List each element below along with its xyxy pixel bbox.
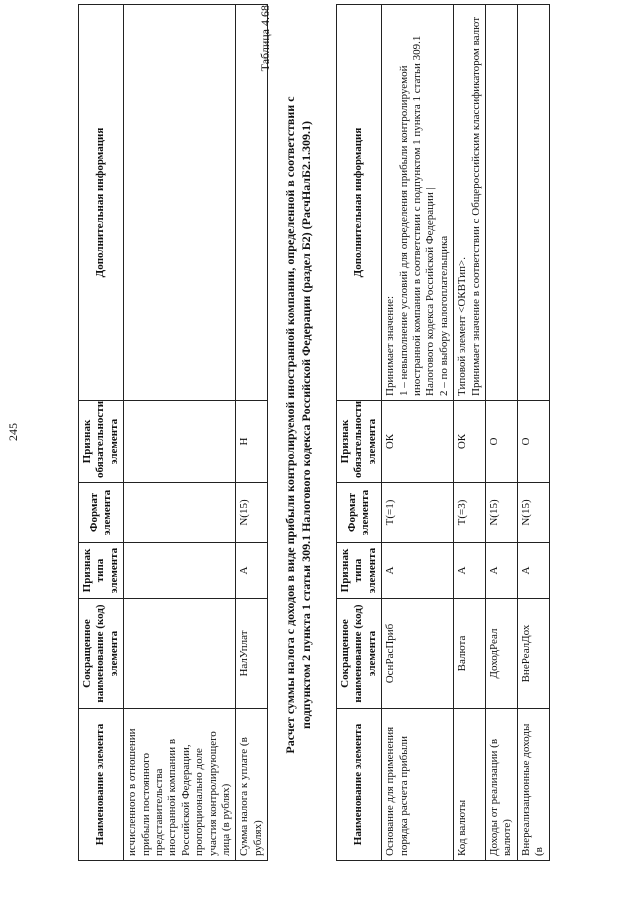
info-line: 2 – по выбору налогоплательщика bbox=[437, 235, 450, 396]
cell-required: ОК bbox=[382, 401, 454, 483]
cell-name: Сумма налога к уплате (в рублях) bbox=[236, 709, 268, 861]
cell-code: ДоходРеал bbox=[486, 599, 518, 709]
table-row bbox=[454, 5, 486, 861]
col-header-code: Сокращенное наименование (код) элемента bbox=[337, 599, 382, 709]
cell-name: Основание для применения порядка расчета прибыли bbox=[382, 709, 454, 861]
col-header-info: Дополнительная информация bbox=[337, 5, 382, 401]
col-header-required: Признак обязательности элемента bbox=[337, 401, 382, 483]
cell-name: Внереализационные доходы (в bbox=[517, 709, 549, 861]
cell-required: Н bbox=[236, 401, 268, 483]
cell-code: Валюта bbox=[454, 599, 486, 709]
table-header-row bbox=[337, 5, 382, 861]
info-line: Принимает значение: bbox=[384, 295, 397, 396]
cell-format: N(15) bbox=[236, 483, 268, 543]
table-row bbox=[382, 5, 454, 861]
cell-required: О bbox=[517, 401, 549, 483]
cell-code: ВнеРеалДох bbox=[517, 599, 549, 709]
table-header-row bbox=[79, 5, 124, 861]
col-header-name: Наименование элемента bbox=[337, 709, 382, 861]
cell-code: НалУплат bbox=[236, 599, 268, 709]
cell-name: Код валюты bbox=[454, 709, 486, 861]
col-header-type: Признак типа элемента bbox=[79, 543, 124, 599]
col-header-type: Признак типа элемента bbox=[337, 543, 382, 599]
table-title-line: подпунктом 2 пункта 1 статьи 309.1 Налогового кодекса Российской Федерации (раздел Б2) (РасчНалБ2.1.309.1) bbox=[298, 121, 313, 729]
cell-type: А bbox=[517, 543, 549, 599]
table-row bbox=[486, 5, 518, 861]
cell-info bbox=[382, 5, 454, 401]
cell-info bbox=[486, 5, 518, 401]
cell-format: N(15) bbox=[486, 483, 518, 543]
col-header-info: Дополнительная информация bbox=[79, 5, 124, 401]
info-line: Типовой элемент <ОКВТип>. bbox=[456, 256, 469, 396]
info-line: Принимает значение в соответствии с Общероссийским классификатором валют bbox=[469, 16, 482, 396]
cell-required bbox=[124, 401, 236, 483]
cell-type: А bbox=[486, 543, 518, 599]
cell-format: T(=1) bbox=[382, 483, 454, 543]
cell-required: ОК bbox=[454, 401, 486, 483]
col-header-code: Сокращенное наименование (код) элемента bbox=[79, 599, 124, 709]
cell-name: Доходы от реализации (в валюте) bbox=[486, 709, 518, 861]
cell-info bbox=[124, 5, 236, 401]
col-header-required: Признак обязательности элемента bbox=[79, 401, 124, 483]
cell-type: А bbox=[454, 543, 486, 599]
col-header-format: Формат элемента bbox=[79, 483, 124, 543]
table-title-line: Расчет суммы налога с доходов в виде прибыли контролируемой иностранной компании, определенной в соответствии с bbox=[283, 96, 297, 754]
table-continued bbox=[78, 4, 268, 861]
cell-code bbox=[124, 599, 236, 709]
col-header-format: Формат элемента bbox=[337, 483, 382, 543]
table-row bbox=[517, 5, 549, 861]
table-title bbox=[283, 5, 314, 845]
cell-info bbox=[454, 5, 486, 401]
table-row bbox=[236, 5, 268, 861]
cell-type bbox=[124, 543, 236, 599]
table-label: Таблица 4.68 bbox=[258, 5, 272, 72]
cell-type: А bbox=[236, 543, 268, 599]
cell-format: T(=3) bbox=[454, 483, 486, 543]
cell-format bbox=[124, 483, 236, 543]
table-row bbox=[124, 5, 236, 861]
cell-format: N(15) bbox=[517, 483, 549, 543]
col-header-name: Наименование элемента bbox=[79, 709, 124, 861]
cell-code: ОснРасПриб bbox=[382, 599, 454, 709]
info-line: 1 – невыполнение условий для определения прибыли контролируемой иностранной компании в соответствии с подпунктом 1 пункта 1 статьи 309.1 Налогового кодекса Российской Федерации | bbox=[397, 35, 437, 396]
cell-info bbox=[517, 5, 549, 401]
page-number: 245 bbox=[6, 423, 20, 441]
table-4-68 bbox=[336, 4, 550, 861]
cell-required: О bbox=[486, 401, 518, 483]
cell-name: исчисленного в отношении прибыли постоянного представительства иностранной компании в Российской Федерации, пропорционально доле участия контролирующего лица (в рублях) bbox=[124, 709, 236, 861]
cell-type: А bbox=[382, 543, 454, 599]
